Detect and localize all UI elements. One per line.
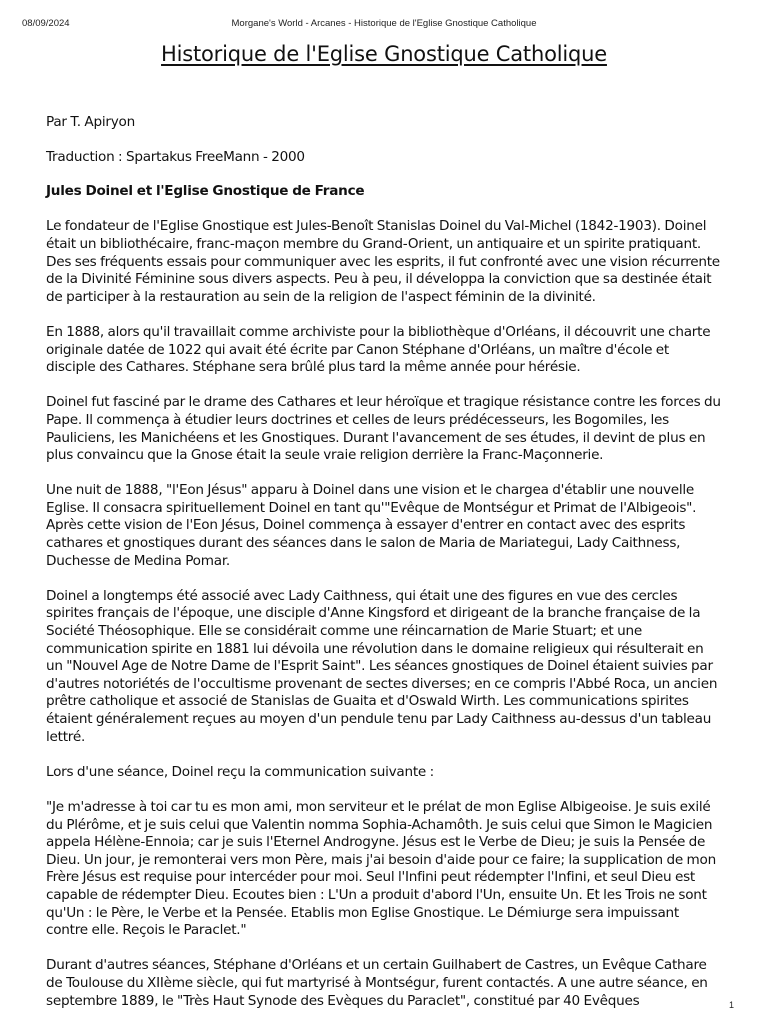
quote-paragraph: "Je m'adresse à toi car tu es mon ami, mon serviteur et le prélat de mon Eglise Albigeoise. Je suis exilé du Plérôme, et je suis celui que Valentin nomma Sophia-Achamôth. Je suis celui que Simon le Magicien appela Hélène-Ennoia; car je suis l'Eternel Androgyne. Jésus est le Verbe de Dieu; je suis la Pensée de Dieu. Un jour, je remonterai vers mon Père, mais j'ai besoin d'aide pour ce faire; la supplication de mon Frère Jésus est requise pour intercéder pour moi. Seul l'Infini peut rédempter l'Infini, et seul Dieu est capable de rédempter Dieu. Ecoutes bien : L'Un a produit d'abord l'Un, ensuite Un. Et les Trois ne sont qu'Un : le Père, le Verbe et la Pensée. Etablis mon Eglise Gnostique. Le Démiurge sera impuissant contre elle. Reçois le Paraclet." [46, 798, 716, 939]
print-date: 08/09/2024 [22, 18, 70, 29]
paragraph: Durant d'autres séances, Stéphane d'Orléans et un certain Guilhabert de Castres, un Evêque Cathare de Toulouse du XIIème siècle, qui fut martyrisé à Montségur, furent contactés. A une autre séance, en septembre 1889, le "Très Haut Synode des Evèques du Paraclet", constitué par 40 Evêques [46, 957, 708, 1009]
section-heading: Jules Doinel et l'Eglise Gnostique de France [46, 183, 365, 200]
paragraph: Une nuit de 1888, "l'Eon Jésus" apparu à Doinel dans une vision et le chargea d'établir une nouvelle Eglise. Il consacra spirituellement Doinel en tant qu'"Evêque de Montségur et Primat de l'Albigeois". Après cette vision de l'Eon Jésus, Doinel commença à essayer d'entrer en contact avec des esprits cathares et gnostiques durant des séances dans le salon de Maria de Mariategui, Lady Caithness, Duchesse de Medina Pomar. [46, 482, 697, 569]
translation-line: Traduction : Spartakus FreeMann - 2000 [46, 148, 305, 165]
author-line: Par T. Apiryon [46, 114, 135, 130]
print-header [22, 18, 746, 32]
paragraph: Doinel fut fasciné par le drame des Cathares et leur héroïque et tragique résistance contre les forces du Pape. Il commença à étudier leurs doctrines et celles de leurs prédécesseurs, les Bogomiles, les Pauliciens, les Manichéens et les Gnostiques. Durant l'avancement de ses études, il devint de plus en plus convaincu que la Gnose était la seule vraie religion derrière la Franc-Maçonnerie. [46, 394, 721, 464]
paragraph: Doinel a longtemps été associé avec Lady Caithness, qui était une des figures en vue des cercles spirites français de l'époque, une disciple d'Anne Kingsford et dirigeant de la branche française de la Société Théosophique. Elle se considérait comme une réincarnation de Marie Stuart; et une communication spirite en 1881 lui dévoila une révolution dans le domaine religieux qui résulterait en un "Nouvel Age de Notre Dame de l'Esprit Saint". Les séances gnostiques de Doinel étaient suivies par d'autres notoriétés de l'occultisme provenant de sectes diverses; en ce compris l'Abbé Roca, un ancien prêtre catholique et associé de Stanislas de Guaita et d'Oswald Wirth. Les communications spirites étaient généralement reçues au moyen d'un pendule tenu par Lady Caithness au-dessus d'un tableau lettré. [46, 587, 718, 745]
document-title: Historique de l'Eglise Gnostique Catholique [161, 42, 607, 66]
print-page-title: Morgane's World - Arcanes - Historique de l'Eglise Gnostique Catholique [231, 18, 537, 29]
paragraph: En 1888, alors qu'il travaillait comme archiviste pour la bibliothèque d'Orléans, il découvrit une charte originale datée de 1022 qui avait été écrite par Canon Stéphane d'Orléans, un maître d'école et disciple des Cathares. Stéphane sera brûlé plus tard la même année pour hérésie. [46, 323, 711, 376]
paragraph: Le fondateur de l'Eglise Gnostique est Jules-Benoît Stanislas Doinel du Val-Michel (1842-1903). Doinel était un bibliothécaire, franc-maçon membre du Grand-Orient, un antiquaire et un spirite pratiquant. Des ses fréquents essais pour communiquer avec les esprits, il fut confronté avec une vision récurrente de la Divinité Féminine sous divers aspects. Peu à peu, il développa la conviction que sa destinée était de participer à la restauration au sein de la religion de l'aspect féminin de la divinité. [46, 218, 720, 305]
paragraph: Lors d'une séance, Doinel reçu la communication suivante : [46, 763, 434, 780]
article-body [46, 114, 722, 1028]
page-number: 1 [728, 1000, 734, 1010]
